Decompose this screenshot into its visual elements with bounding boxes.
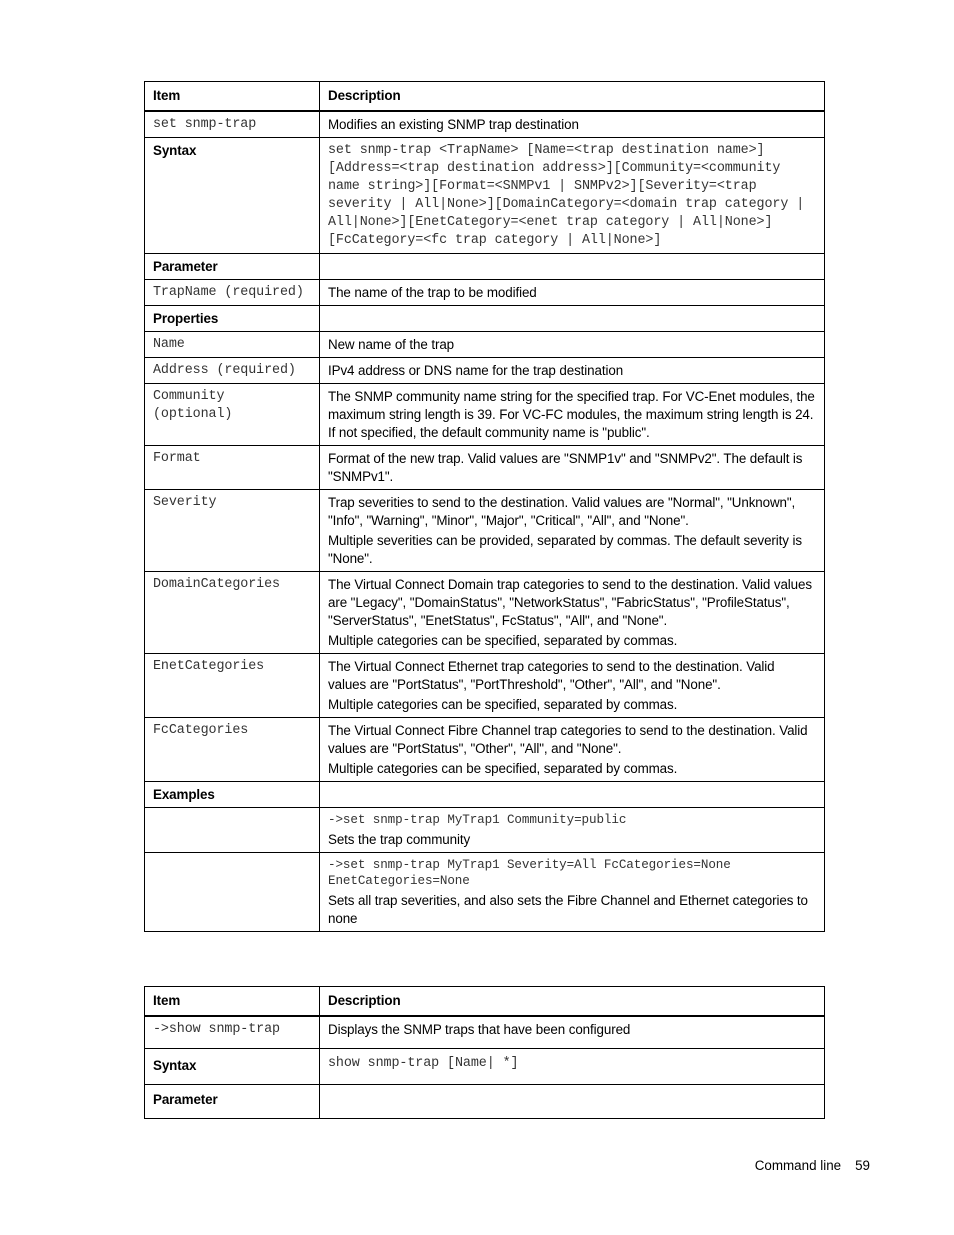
command-description: Modifies an existing SNMP trap destination	[320, 111, 825, 138]
property-paragraph: Trap severities to send to the destination. Valid values are "Normal", "Unknown", "Info", "Warning", "Minor", "Major", "Critical", "All", and "None".	[328, 495, 796, 528]
header-item: Item	[145, 987, 320, 1017]
property-row	[145, 718, 825, 782]
property-row	[145, 358, 825, 384]
example-row	[145, 808, 825, 853]
property-row	[145, 572, 825, 654]
parameter-label: Parameter	[145, 254, 320, 280]
property-row	[145, 446, 825, 490]
property-paragraph: Multiple categories can be specified, separated by commas.	[328, 761, 678, 776]
property-paragraph: Multiple severities can be provided, separated by commas. The default severity is "None".	[328, 533, 802, 566]
syntax-label: Syntax	[145, 1049, 320, 1085]
property-name: Format	[145, 446, 320, 490]
example-empty-cell	[145, 853, 320, 932]
command-description: Displays the SNMP traps that have been configured	[320, 1016, 825, 1049]
example-content	[320, 853, 825, 932]
property-paragraph: New name of the trap	[328, 337, 455, 352]
header-item: Item	[145, 82, 320, 112]
syntax-row	[145, 1049, 825, 1085]
parameter-description: The name of the trap to be modified	[320, 280, 825, 306]
property-description	[320, 490, 825, 572]
page-number: 59	[855, 1158, 870, 1173]
property-name: Community (optional)	[145, 384, 320, 446]
parameter-row	[145, 280, 825, 306]
example-code: ->set snmp-trap MyTrap1 Community=public	[328, 813, 627, 827]
property-description	[320, 384, 825, 446]
parameter-header-empty	[320, 1085, 825, 1119]
examples-header-row	[145, 782, 825, 808]
properties-label: Properties	[145, 306, 320, 332]
property-paragraph: Format of the new trap. Valid values are "SNMP1v" and "SNMPv2". The default is "SNMPv1".	[328, 451, 803, 484]
property-paragraph: IPv4 address or DNS name for the trap destination	[328, 363, 624, 378]
property-description	[320, 654, 825, 718]
property-description	[320, 358, 825, 384]
properties-header-empty	[320, 306, 825, 332]
command-name: set snmp-trap	[145, 111, 320, 138]
example-description: Sets the trap community	[328, 832, 471, 847]
property-name: Address (required)	[145, 358, 320, 384]
parameter-name: TrapName (required)	[145, 280, 320, 306]
example-row	[145, 853, 825, 932]
syntax-row	[145, 138, 825, 254]
example-empty-cell	[145, 808, 320, 853]
table-header-row	[145, 82, 825, 112]
syntax-label: Syntax	[145, 138, 320, 254]
property-description	[320, 718, 825, 782]
property-name: DomainCategories	[145, 572, 320, 654]
command-row	[145, 111, 825, 138]
example-description: Sets all trap severities, and also sets the Fibre Channel and Ethernet categories to none	[328, 893, 808, 926]
property-row	[145, 654, 825, 718]
page-footer	[755, 1158, 870, 1173]
property-description	[320, 572, 825, 654]
property-paragraph: The Virtual Connect Fibre Channel trap categories to send to the destination. Valid values are "PortStatus", "Other", "All", and "None".	[328, 723, 808, 756]
property-name: Name	[145, 332, 320, 358]
example-code: ->set snmp-trap MyTrap1 Severity=All FcCategories=None EnetCategories=None	[328, 858, 731, 888]
header-description: Description	[320, 82, 825, 112]
property-name: EnetCategories	[145, 654, 320, 718]
property-paragraph: The Virtual Connect Ethernet trap categories to send to the destination. Valid values are "PortStatus", "PortThreshold", "Other", "All", and "None".	[328, 659, 775, 692]
property-description	[320, 446, 825, 490]
property-name: Severity	[145, 490, 320, 572]
examples-header-empty	[320, 782, 825, 808]
show-snmp-trap-table	[144, 986, 825, 1119]
property-row	[145, 384, 825, 446]
set-snmp-trap-table	[144, 81, 825, 932]
property-paragraph: Multiple categories can be specified, separated by commas.	[328, 633, 678, 648]
parameter-header-row	[145, 254, 825, 280]
property-name: FcCategories	[145, 718, 320, 782]
table-header-row	[145, 987, 825, 1017]
syntax-text: show snmp-trap [Name| *]	[320, 1049, 825, 1085]
property-row	[145, 332, 825, 358]
header-description: Description	[320, 987, 825, 1017]
parameter-header-row	[145, 1085, 825, 1119]
command-name: ->show snmp-trap	[145, 1016, 320, 1049]
properties-header-row	[145, 306, 825, 332]
parameter-header-empty	[320, 254, 825, 280]
syntax-text: set snmp-trap <TrapName> [Name=<trap destination name>][Address=<trap destination address>][Community=<community name string>][Format=<SNMPv1 | SNMPv2>][Severity=<trap severity | All|None>][DomainCategory=<domain trap category | All|None>][EnetCategory=<enet trap category | All|None>][FcCategory=<fc trap category | All|None>]	[320, 138, 825, 254]
property-description	[320, 332, 825, 358]
property-paragraph: The SNMP community name string for the specified trap. For VC-Enet modules, the maximum string length is 39. For VC-FC modules, the maximum string length is 24. If not specified, the default community name is "public".	[328, 389, 815, 440]
command-row	[145, 1016, 825, 1049]
footer-section: Command line	[754, 1158, 842, 1173]
examples-label: Examples	[145, 782, 320, 808]
property-paragraph: The Virtual Connect Domain trap categories to send to the destination. Valid values are "Legacy", "DomainStatus", "NetworkStatus", "FabricStatus", "ProfileStatus", "ServerStatus", "EnetStatus", FcStatus", "All", and "None".	[328, 577, 812, 628]
property-paragraph: Multiple categories can be specified, separated by commas.	[328, 697, 678, 712]
example-content	[320, 808, 825, 853]
property-row	[145, 490, 825, 572]
parameter-label: Parameter	[145, 1085, 320, 1119]
